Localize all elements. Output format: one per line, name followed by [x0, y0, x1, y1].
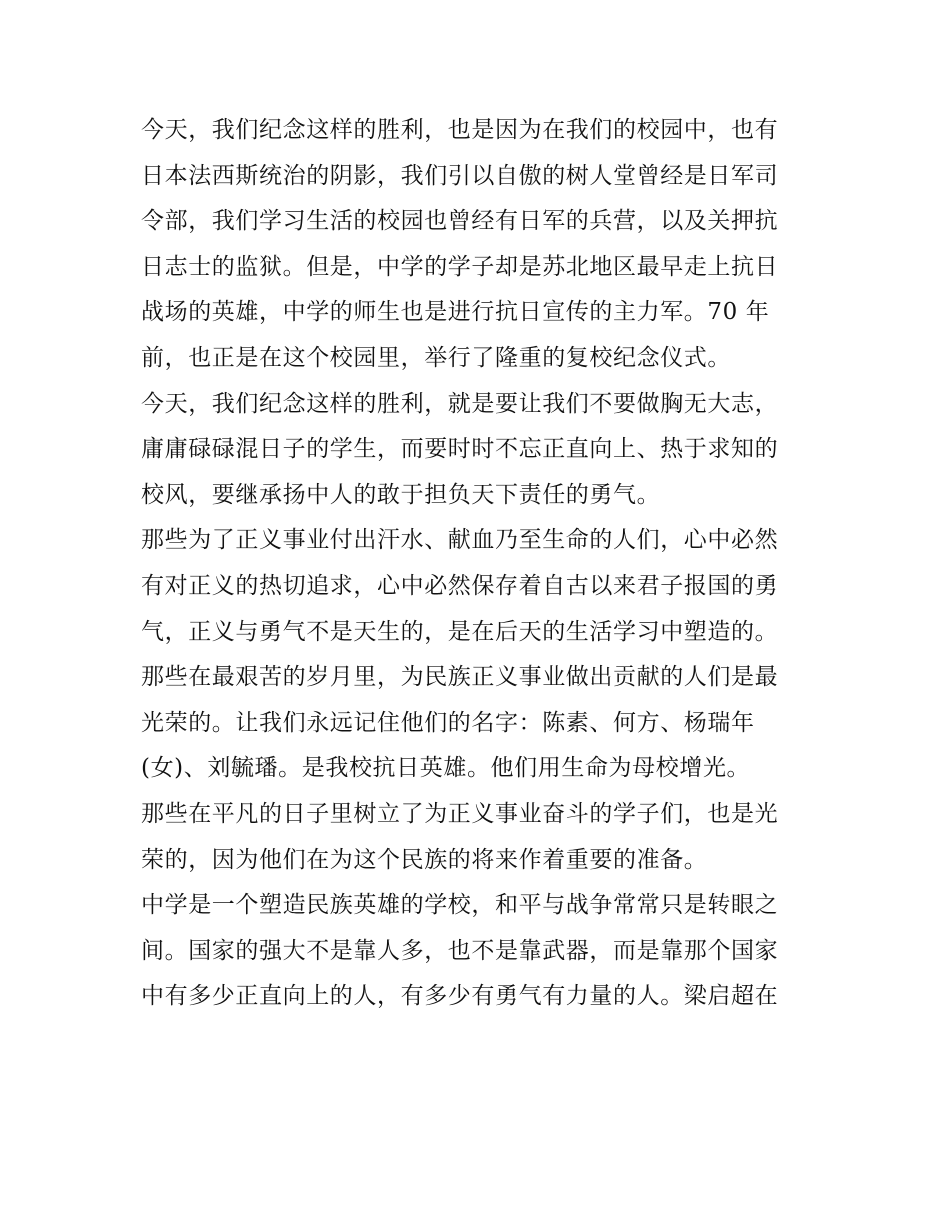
text-line: 令部，我们学习生活的校园也曾经有日军的兵营，以及关押抗: [141, 208, 779, 235]
text-line: 那些在平凡的日子里树立了为正义事业奋斗的学子们，也是光: [141, 800, 779, 827]
text-line: 光荣的。让我们永远记住他们的名字：陈素、何方、杨瑞年: [141, 709, 755, 736]
text-line: 荣的，因为他们在为这个民族的将来作着重要的准备。: [141, 846, 708, 873]
text-line: 校风，要继承扬中人的敢于担负天下责任的勇气。: [141, 481, 661, 508]
text-line: 战场的英雄，中学的师生也是进行抗日宣传的主力军。70 年: [141, 299, 770, 326]
text-line: 那些为了正义事业付出汗水、献血乃至生命的人们，心中必然: [141, 527, 779, 554]
text-line: (女)、刘毓璠。是我校抗日英雄。他们用生命为母校增光。: [141, 755, 751, 782]
text-line: 中有多少正直向上的人，有多少有勇气有力量的人。梁启超在: [141, 983, 779, 1010]
text-line: 庸庸碌碌混日子的学生，而要时时不忘正直向上、热于求知的: [141, 436, 779, 463]
text-line: 今天，我们纪念这样的胜利，也是因为在我们的校园中，也有: [141, 117, 779, 143]
text-line: 气，正义与勇气不是天生的，是在后天的生活学习中塑造的。: [141, 618, 779, 645]
text-line: 中学是一个塑造民族英雄的学校，和平与战争常常只是转眼之: [141, 892, 779, 919]
text-line: 有对正义的热切追求，心中必然保存着自古以来君子报国的勇: [141, 572, 779, 599]
text-line: 今天，我们纪念这样的胜利，就是要让我们不要做胸无大志，: [141, 390, 779, 417]
text-line: 前，也正是在这个校园里，举行了隆重的复校纪念仪式。: [141, 344, 731, 371]
text-line: 日本法西斯统治的阴影，我们引以自傲的树人堂曾经是日军司: [141, 162, 779, 189]
body-text: [141, 108, 813, 1020]
text-line: 间。国家的强大不是靠人多，也不是靠武器，而是靠那个国家: [141, 937, 779, 964]
text-line: 日志士的监狱。但是，中学的学子却是苏北地区最早走上抗日: [141, 253, 779, 280]
text-line: 那些在最艰苦的岁月里，为民族正义事业做出贡献的人们是最: [141, 664, 779, 691]
